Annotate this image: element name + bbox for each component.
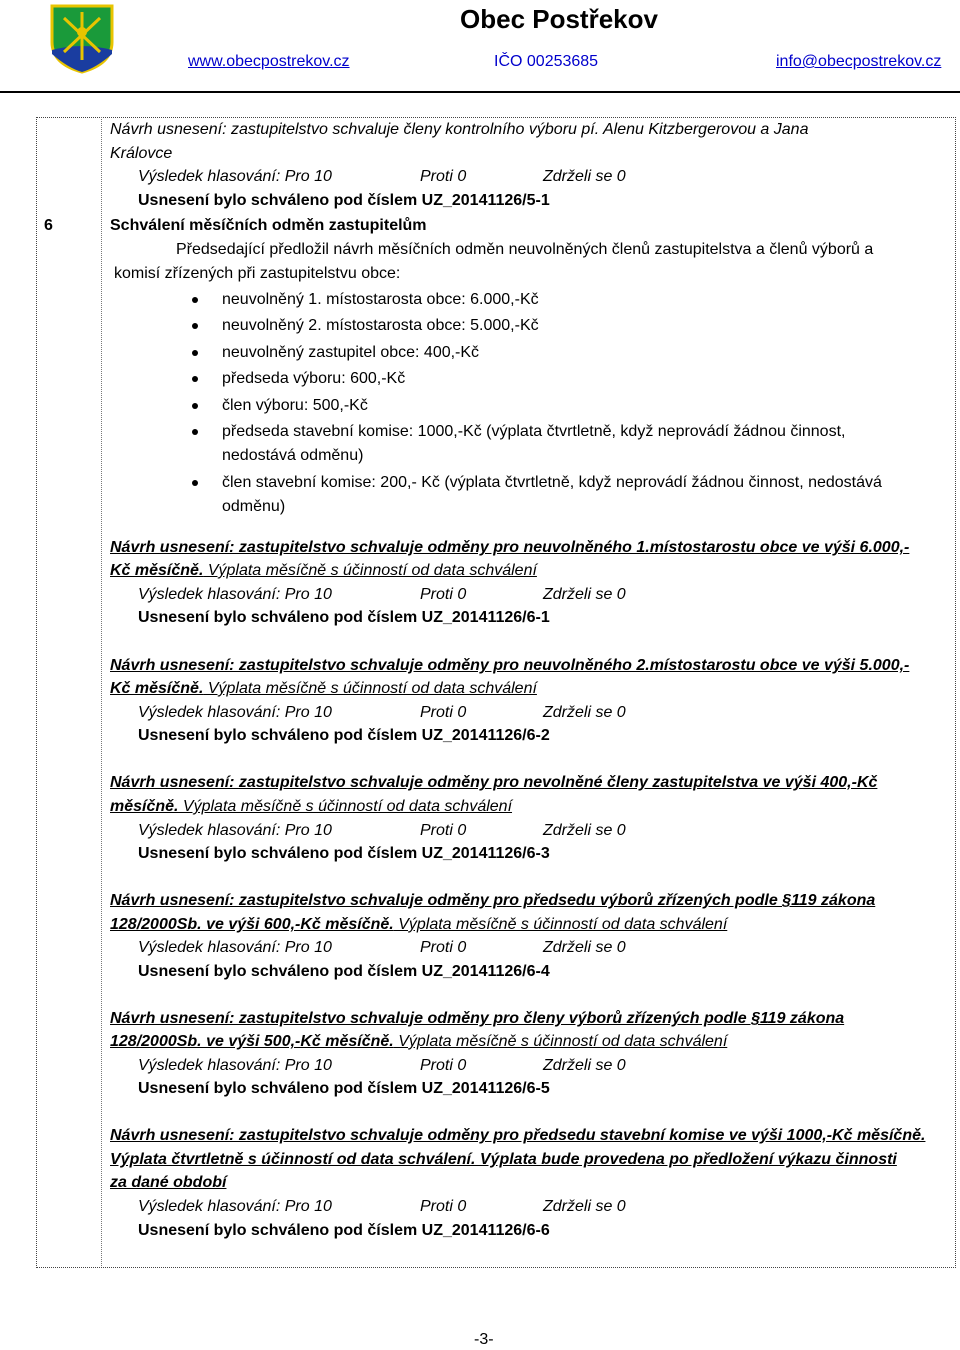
header-rule bbox=[0, 91, 960, 93]
bullet-icon bbox=[192, 403, 198, 409]
vote-abstain: Zdrželi se 0 bbox=[543, 1198, 626, 1215]
page-number: -3- bbox=[474, 1331, 494, 1348]
vote-result: Výsledek hlasování: Pro 10 bbox=[138, 586, 332, 603]
proposal-6-3-payment: Výplata měsíčně s účinností od data schválení bbox=[178, 798, 513, 815]
section-number-6: 6 bbox=[44, 217, 53, 234]
bullet-icon bbox=[192, 429, 198, 435]
ico-number: IČO 00253685 bbox=[494, 53, 599, 70]
reward-item: neuvolněný 1. místostarosta obce: 6.000,-Kč bbox=[222, 291, 539, 308]
proposal-6-5-line2 bbox=[110, 1032, 727, 1052]
proposal-6-2-amount: Kč měsíčně. bbox=[110, 680, 204, 697]
proposal-5-line1: Návrh usnesení: zastupitelstvo schvaluje členy kontrolního výboru pí. Alenu Kitzbergerovou a Jana bbox=[110, 121, 809, 138]
bullet-icon bbox=[192, 480, 198, 486]
vote-abstain: Zdrželi se 0 bbox=[543, 1057, 626, 1074]
resolution-6-5: Usnesení bylo schváleno pod číslem UZ_20141126/6-5 bbox=[138, 1080, 550, 1097]
bullet-icon bbox=[192, 323, 198, 329]
resolution-6-1: Usnesení bylo schváleno pod číslem UZ_20141126/6-1 bbox=[138, 609, 550, 626]
proposal-6-2-payment: Výplata měsíčně s účinností od data schválení bbox=[203, 680, 537, 697]
vote-against: Proti 0 bbox=[420, 1198, 467, 1215]
reward-item: člen výboru: 500,-Kč bbox=[222, 397, 368, 414]
bullet-icon bbox=[192, 376, 198, 382]
resolution-6-3: Usnesení bylo schváleno pod číslem UZ_20141126/6-3 bbox=[138, 845, 550, 862]
proposal-6-6-line3: za dané období bbox=[110, 1174, 227, 1191]
intro-line2: komisí zřízených při zastupitelstvu obce: bbox=[114, 265, 401, 282]
vote-abstain-5: Zdrželi se 0 bbox=[543, 168, 626, 185]
reward-item: člen stavební komise: 200,- Kč (výplata čtvrtletně, když neprovádí žádnou činnost, nedostává bbox=[222, 474, 882, 491]
website-link[interactable]: www.obecpostrekov.cz bbox=[188, 53, 350, 70]
proposal-6-5-payment: Výplata měsíčně s účinností od data schválení bbox=[393, 1033, 728, 1050]
vote-against-5: Proti 0 bbox=[420, 168, 467, 185]
bullet-icon bbox=[192, 350, 198, 356]
resolution-6-4: Usnesení bylo schváleno pod číslem UZ_20141126/6-4 bbox=[138, 963, 550, 980]
proposal-6-4-payment: Výplata měsíčně s účinností od data schválení bbox=[393, 916, 728, 933]
proposal-6-2-line2 bbox=[110, 679, 537, 699]
proposal-6-4-line1: Návrh usnesení: zastupitelstvo schvaluje odměny pro předsedu výborů zřízených podle §119 zákona bbox=[110, 892, 876, 909]
municipality-name: Obec Postřekov bbox=[460, 4, 658, 34]
vote-result: Výsledek hlasování: Pro 10 bbox=[138, 1057, 332, 1074]
proposal-6-4-amount: 128/2000Sb. ve výši 600,-Kč měsíčně. bbox=[110, 916, 394, 933]
proposal-5-line2: Královce bbox=[110, 145, 173, 162]
reward-item-continued: odměnu) bbox=[222, 498, 286, 515]
proposal-6-5-amount: 128/2000Sb. ve výši 500,-Kč měsíčně. bbox=[110, 1033, 394, 1050]
vote-against: Proti 0 bbox=[420, 1057, 467, 1074]
vote-abstain: Zdrželi se 0 bbox=[543, 822, 626, 839]
proposal-6-3-line2 bbox=[110, 797, 512, 817]
intro-line1: Předsedající předložil návrh měsíčních odměn neuvolněných členů zastupitelstva a členů výborů a bbox=[176, 241, 874, 258]
proposal-6-5-line1: Návrh usnesení: zastupitelstvo schvaluje odměny pro členy výborů zřízených podle §119 zákona bbox=[110, 1010, 845, 1027]
vote-abstain: Zdrželi se 0 bbox=[543, 704, 626, 721]
proposal-6-3-line1: Návrh usnesení: zastupitelstvo schvaluje odměny pro nevolněné členy zastupitelstva ve výši 400,-Kč bbox=[110, 774, 878, 791]
table-column-divider bbox=[101, 117, 103, 1266]
vote-result: Výsledek hlasování: Pro 10 bbox=[138, 939, 332, 956]
reward-item-continued: nedostává odměnu) bbox=[222, 447, 364, 464]
proposal-6-3-amount: měsíčně. bbox=[110, 798, 179, 815]
vote-abstain: Zdrželi se 0 bbox=[543, 586, 626, 603]
vote-result: Výsledek hlasování: Pro 10 bbox=[138, 822, 332, 839]
vote-result: Výsledek hlasování: Pro 10 bbox=[138, 704, 332, 721]
reward-item: předseda stavební komise: 1000,-Kč (výplata čtvrtletně, když neprovádí žádnou činnost, bbox=[222, 423, 846, 440]
vote-against: Proti 0 bbox=[420, 822, 467, 839]
vote-result-5: Výsledek hlasování: Pro 10 bbox=[138, 168, 332, 185]
reward-item: neuvolněný zastupitel obce: 400,-Kč bbox=[222, 344, 480, 361]
proposal-6-1-amount: Kč měsíčně. bbox=[110, 562, 204, 579]
bullet-icon bbox=[192, 297, 198, 303]
proposal-6-1-payment: Výplata měsíčně s účinností od data schválení bbox=[203, 562, 537, 579]
section-title-6: Schválení měsíčních odměn zastupitelům bbox=[110, 217, 427, 234]
reward-item: předseda výboru: 600,-Kč bbox=[222, 370, 406, 387]
proposal-6-4-line2 bbox=[110, 915, 727, 935]
vote-against: Proti 0 bbox=[420, 704, 467, 721]
vote-abstain: Zdrželi se 0 bbox=[543, 939, 626, 956]
vote-result: Výsledek hlasování: Pro 10 bbox=[138, 1198, 332, 1215]
proposal-6-6-line1: Návrh usnesení: zastupitelstvo schvaluje odměny pro předsedu stavební komise ve výši 1000,-Kč měsíčně. bbox=[110, 1127, 926, 1144]
proposal-6-1-line1: Návrh usnesení: zastupitelstvo schvaluje odměny pro neuvolněného 1.místostarostu obce ve výši 6.000,- bbox=[110, 539, 910, 556]
municipal-coat-of-arms-icon bbox=[46, 2, 118, 74]
vote-against: Proti 0 bbox=[420, 939, 467, 956]
resolution-5-1: Usnesení bylo schváleno pod číslem UZ_20141126/5-1 bbox=[138, 192, 550, 209]
proposal-6-6-line2: Výplata čtvrtletně s účinností od data schválení. Výplata bude provedena po předložení výkazu činnosti bbox=[110, 1151, 897, 1168]
page-header bbox=[0, 0, 960, 90]
proposal-6-1-line2 bbox=[110, 561, 537, 581]
resolution-6-6: Usnesení bylo schváleno pod číslem UZ_20141126/6-6 bbox=[138, 1222, 550, 1239]
email-link[interactable]: info@obecpostrekov.cz bbox=[776, 53, 942, 70]
reward-item: neuvolněný 2. místostarosta obce: 5.000,-Kč bbox=[222, 317, 539, 334]
vote-against: Proti 0 bbox=[420, 586, 467, 603]
proposal-6-2-line1: Návrh usnesení: zastupitelstvo schvaluje odměny pro neuvolněného 2.místostarostu obce ve výši 5.000,- bbox=[110, 657, 910, 674]
resolution-6-2: Usnesení bylo schváleno pod číslem UZ_20141126/6-2 bbox=[138, 727, 550, 744]
